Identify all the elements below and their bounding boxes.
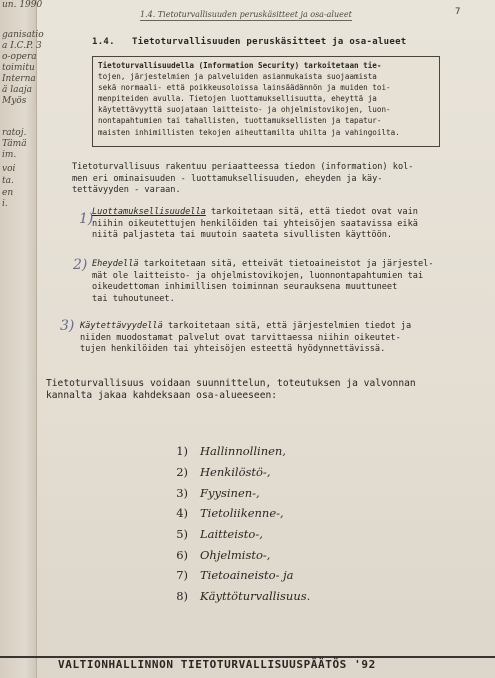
paragraph-line: niitä paljasteta tai muutoin saateta sivullisten käyttöön. <box>92 230 393 241</box>
list-label: Käyttöturvallisuus. <box>200 589 311 604</box>
property-term: Luottamuksellisuudella <box>92 207 206 217</box>
definition-line: menpiteiden avulla. Tietojen luottamuksellisuutta, eheyttä ja <box>98 94 377 104</box>
areas-intro <box>46 378 456 403</box>
areas-list <box>140 441 400 607</box>
list-number: 3) <box>176 485 188 500</box>
paragraph-line: tettävyyden - varaan. <box>72 185 181 196</box>
property-availability <box>80 321 452 356</box>
list-number: 4) <box>176 506 188 521</box>
definition-line: maisten inhimillisten tekojen aiheuttamilta uhilta ja vahingoilta. <box>98 127 400 137</box>
margin-fragment: ratoj. <box>2 128 27 138</box>
margin-fragment: toimitu <box>2 63 35 73</box>
list-label: Fyysinen-, <box>200 485 260 500</box>
paragraph-line: Tietoturvallisuus rakentuu periaatteessa tiedon (information) kol- <box>72 162 414 172</box>
paragraph-line: tarkoitetaan sitä, että järjestelmien tiedot ja <box>162 321 412 331</box>
margin-fragment: Tämä <box>2 139 27 149</box>
margin-fragment: un. 1990 <box>2 0 43 10</box>
definition-box <box>92 56 440 147</box>
list-label: Ohjelmisto-, <box>200 547 271 562</box>
paragraph-line: niiden muodostamat palvelut ovat tarvittaessa niihin oikeutet- <box>80 332 401 343</box>
list-number: 5) <box>176 527 188 542</box>
paragraph-line: tarkoitetaan sitä, etteivät tietoaineistot ja järjestel- <box>138 259 434 269</box>
definition-line: nontapahtumien tai tahallisten, tuottamuksellisten ja tapatur- <box>98 116 382 126</box>
paragraph-line: men eri ominaisuuden - luottamuksellisuuden, eheyden ja käy- <box>72 173 383 184</box>
list-number: 8) <box>176 589 188 604</box>
list-label: Laitteisto-, <box>200 527 263 542</box>
paragraph-line: tai tuhoutuneet. <box>92 293 175 304</box>
paragraph-line: Tietoturvallisuus voidaan suunnittelun, toteutuksen ja valvonnan <box>46 378 416 389</box>
list-item <box>140 524 400 545</box>
definition-line: sekä normaali- että poikkeusoloissa lainsäädännön ja muiden toi- <box>98 83 391 93</box>
adjacent-page-margin <box>0 0 44 678</box>
margin-fragment: ä laaja <box>2 85 32 95</box>
paragraph-line: kannalta jakaa kahdeksaan osa-alueeseen: <box>46 390 278 402</box>
paragraph-line: tarkoitetaan sitä, että tiedot ovat vain <box>205 207 418 217</box>
margin-fragment: en <box>2 188 14 198</box>
list-item <box>140 586 400 607</box>
handwritten-mark-2: 2) <box>73 257 88 273</box>
list-item <box>140 462 400 483</box>
paragraph-line: niihin oikeutettujen henkilöiden tai yhteisöjen saatavissa eikä <box>92 218 418 229</box>
margin-fragment: Myös <box>2 96 27 106</box>
list-label: Tietoliikenne-, <box>200 506 284 521</box>
section-heading <box>92 37 407 47</box>
list-number: 6) <box>176 547 188 562</box>
property-integrity <box>92 259 452 305</box>
list-item <box>140 503 400 524</box>
list-item <box>140 565 400 586</box>
list-item <box>140 544 400 565</box>
running-head: 1.4. Tietoturvallisuuden peruskäsitteet ja osa-alueet <box>140 10 352 19</box>
margin-fragment: ta. <box>2 176 14 186</box>
list-label: Hallinnollinen, <box>200 444 286 459</box>
margin-fragment: Interna <box>2 74 36 84</box>
paragraph-line: mät ole laitteisto- ja ohjelmistovikojen, luonnontapahtumien tai <box>92 270 424 281</box>
margin-fragment: a I.C.P. 3 <box>2 41 42 51</box>
list-number: 1) <box>176 444 188 459</box>
section-title: Tietoturvallisuuden peruskäsitteet ja osa-alueet <box>132 37 407 47</box>
margin-fragment: o-opera <box>2 52 37 62</box>
list-item <box>140 441 400 462</box>
list-item <box>140 482 400 503</box>
list-label: Tietoaineisto- ja <box>200 568 294 583</box>
page-footer: VALTIONHALLINNON TIETOTURVALLISUUSPÄÄTÖS '92 <box>58 658 376 671</box>
margin-fragment: voi <box>2 164 16 174</box>
intro-paragraph <box>72 162 450 197</box>
handwritten-mark-3: 3) <box>60 318 75 334</box>
page-number: 7 <box>455 7 461 17</box>
handwritten-mark-1: 1) <box>79 211 94 227</box>
list-number: 7) <box>176 568 188 583</box>
paragraph-line: tujen henkilöiden tai yhteisöjen esteettä hyödynnettävissä. <box>80 344 386 355</box>
definition-line: tojen, järjestelmien ja palveluiden asianmukaista suojaamista <box>98 72 377 82</box>
property-term: Eheydellä <box>92 259 139 269</box>
margin-fragment: im. <box>2 150 17 160</box>
margin-fragment: ganisatio <box>2 30 44 40</box>
section-number: 1.4. <box>92 37 115 47</box>
property-term: Käytettävyydellä <box>80 321 163 331</box>
list-number: 2) <box>176 465 188 480</box>
paragraph-line: oikeudettoman inhimillisen toiminnan seurauksena muuttuneet <box>92 282 398 293</box>
definition-line: käytettävyyttä suojataan laitteisto- ja ohjelmistovikojen, luon- <box>98 105 391 115</box>
margin-fragment: i. <box>2 199 8 209</box>
property-confidentiality <box>92 207 452 242</box>
definition-line: Tietoturvallisuudella (Information Security) tarkoitetaan tie- <box>98 61 382 70</box>
list-label: Henkilöstö-, <box>200 465 271 480</box>
